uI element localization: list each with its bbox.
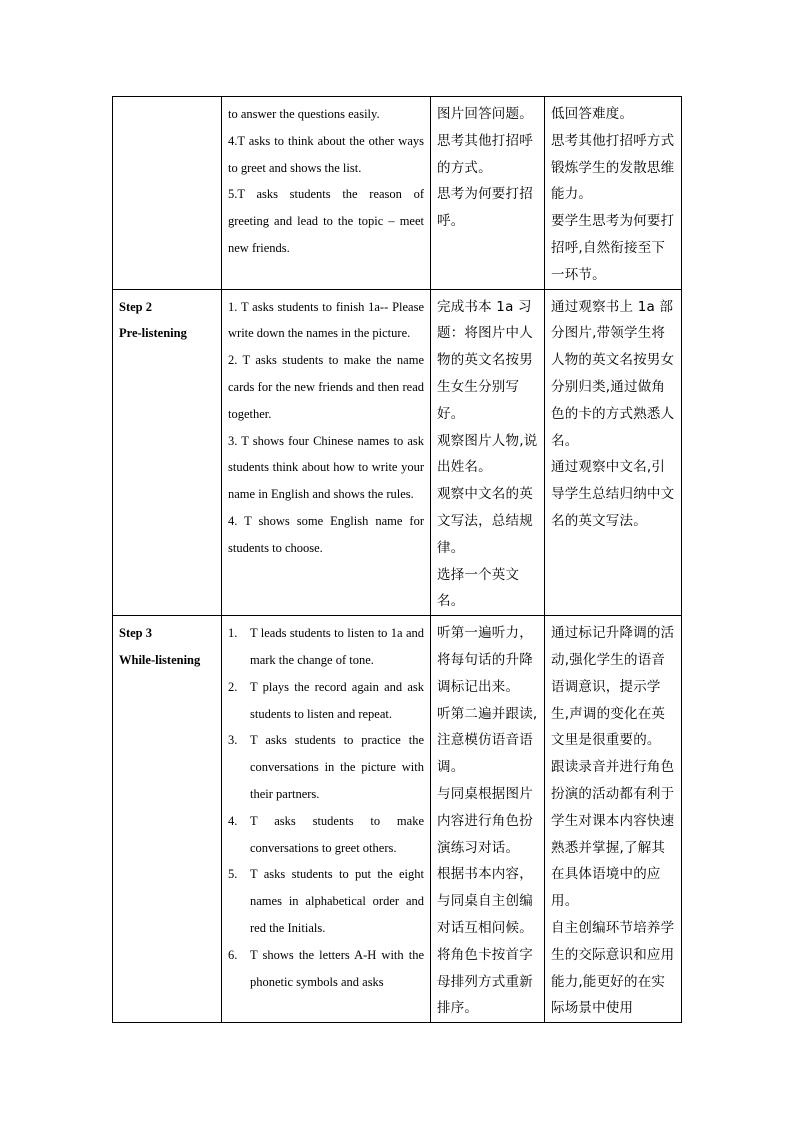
teacher-text: 4.T asks to think about the other ways to greet and shows the list. xyxy=(228,133,424,175)
purpose-text: 要学生思考为何要打招呼,自然衔接至下一环节。 xyxy=(551,213,675,283)
student-text: 完成书本 1a 习题：将图片中人物的英文名按男生女生分别写好。 xyxy=(437,298,533,422)
student-activity-cell xyxy=(431,97,545,290)
student-activity-cell xyxy=(431,616,545,1023)
purpose-text: 自主创编环节培养学生的交际意识和应用能力,能更好的在实际场景中使用 xyxy=(551,919,675,1017)
step-cell xyxy=(113,616,222,1023)
table-row xyxy=(113,289,682,616)
student-text: 思考为何要打招呼。 xyxy=(437,186,533,230)
numbered-item xyxy=(228,727,424,807)
purpose-cell xyxy=(545,97,682,290)
purpose-text: 通过标记升降调的活动,强化学生的语音语调意识，提示学生,声调的变化在英文里是很重要的。 xyxy=(551,625,675,749)
teacher-text: 4. T shows some English name for students to choose. xyxy=(228,513,424,555)
student-text: 根据书本内容，与同桌自主创编对话互相问候。 xyxy=(437,866,533,936)
step-cell xyxy=(113,289,222,616)
teacher-activity-cell xyxy=(222,616,431,1023)
student-text: 将角色卡按首字母排列方式重新排序。 xyxy=(437,946,533,1017)
lesson-plan-table xyxy=(112,96,682,1023)
teacher-text: 5.T asks students the reason of greeting and lead to the topic – meet new friends. xyxy=(228,187,424,255)
purpose-text: 思考其他打招呼方式锻炼学生的发散思维能力。 xyxy=(551,132,675,203)
numbered-item xyxy=(228,942,424,996)
item-number: 1. xyxy=(228,626,238,641)
purpose-text: 低回答难度。 xyxy=(551,106,634,122)
item-number: 2. xyxy=(228,679,238,694)
teacher-text: 2. T asks students to make the name cards for the new friends and then read together. xyxy=(228,353,424,421)
item-text: T shows the letters A-H with the phonetic symbols and asks xyxy=(250,947,424,989)
item-text: T leads students to listen to 1a and mark the change of tone. xyxy=(250,626,424,667)
teacher-text: to answer the questions easily. xyxy=(228,107,380,121)
purpose-text: 跟读录音并进行角色扮演的活动都有利于学生对课本内容快速熟悉并掌握,了解其在具体语境中的应用。 xyxy=(551,759,675,910)
student-text: 图片回答问题。 xyxy=(437,106,533,122)
step-subtitle: Pre-listening xyxy=(119,326,187,341)
teacher-activity-cell xyxy=(222,97,431,290)
student-text: 选择一个英文名。 xyxy=(437,566,520,610)
item-text: T asks students to make conversations to greet others. xyxy=(250,813,424,855)
numbered-item xyxy=(228,861,424,941)
step-title: Step 2 xyxy=(119,299,152,314)
teacher-text: 3. T shows four Chinese names to ask students think about how to write your name in English and shows the rules. xyxy=(228,433,424,502)
student-text: 与同桌根据图片内容进行角色扮演练习对话。 xyxy=(437,785,533,856)
student-text: 观察图片人物,说出姓名。 xyxy=(437,432,538,476)
purpose-cell xyxy=(545,616,682,1023)
numbered-item xyxy=(228,674,424,728)
item-number: 6. xyxy=(228,947,238,962)
teacher-text: 1. T asks students to finish 1a-- Please write down the names in the picture. xyxy=(228,299,424,341)
table-row xyxy=(113,97,682,290)
table-row xyxy=(113,616,682,1023)
step-title: Step 3 xyxy=(119,626,152,641)
student-text: 听第一遍听力，将每句话的升降调标记出来。 xyxy=(437,625,533,695)
numbered-item xyxy=(228,620,424,674)
student-text: 观察中文名的英文写法，总结规律。 xyxy=(437,486,533,556)
teacher-activity-cell xyxy=(222,289,431,616)
purpose-text: 通过观察书上 1a 部分图片,带领学生将人物的英文名按男女分别归类,通过做角色的卡的方式熟悉人名。 xyxy=(551,298,675,449)
student-text: 听第二遍并跟读,注意模仿语音语调。 xyxy=(437,705,538,776)
item-text: T asks students to practice the conversations in the picture with their partners. xyxy=(250,733,424,801)
item-text: T plays the record again and ask students to listen and repeat. xyxy=(250,679,424,721)
purpose-cell xyxy=(545,289,682,616)
student-text: 思考其他打招呼的方式。 xyxy=(437,132,533,176)
item-text: T asks students to put the eight names in alphabetical order and red the Initials. xyxy=(250,867,424,935)
purpose-text: 通过观察中文名,引导学生总结归纳中文名的英文写法。 xyxy=(551,459,675,529)
item-number: 5. xyxy=(228,867,238,882)
item-number: 3. xyxy=(228,733,238,748)
numbered-item xyxy=(228,808,424,862)
item-number: 4. xyxy=(228,813,238,828)
step-cell xyxy=(113,97,222,290)
student-activity-cell xyxy=(431,289,545,616)
step-subtitle: While-listening xyxy=(119,652,201,667)
